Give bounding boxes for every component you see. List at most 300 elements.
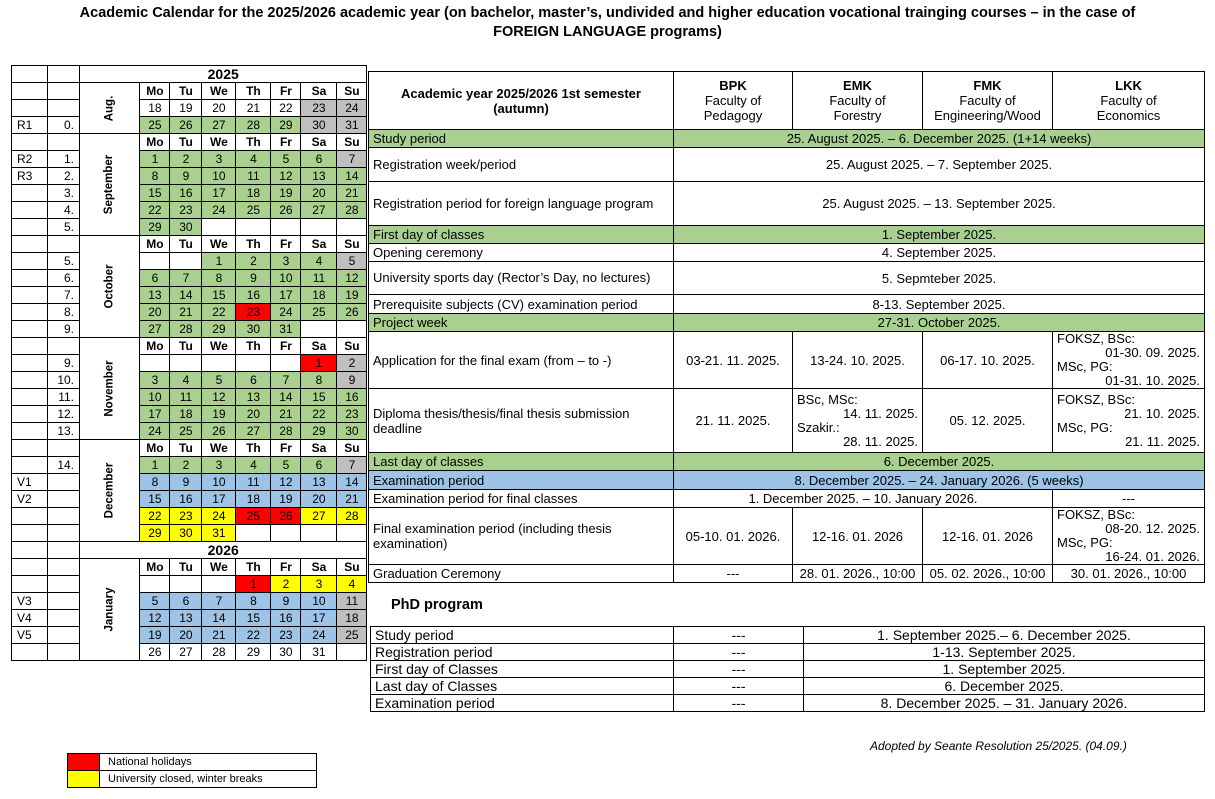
day-cell: 13 bbox=[170, 610, 202, 627]
cal-week-row bbox=[12, 253, 367, 270]
day-cell: 14 bbox=[337, 474, 367, 491]
day-head: Mo bbox=[140, 559, 170, 576]
day-head: Sa bbox=[301, 134, 337, 151]
day-cell: 29 bbox=[140, 525, 170, 542]
week-number: 11. bbox=[48, 389, 80, 406]
row-project-week bbox=[369, 314, 1205, 332]
day-head: Th bbox=[236, 83, 271, 100]
day-cell: 19 bbox=[140, 627, 170, 644]
day-cell: 18 bbox=[301, 287, 337, 304]
day-cell: 18 bbox=[170, 406, 202, 423]
day-cell: 15 bbox=[236, 610, 271, 627]
day-cell: 13 bbox=[301, 474, 337, 491]
day-cell: 2 bbox=[236, 253, 271, 270]
day-cell: 8 bbox=[236, 593, 271, 610]
day-cell: 24 bbox=[271, 304, 301, 321]
day-cell: 1 bbox=[140, 457, 170, 474]
day-cell: 21 bbox=[170, 304, 202, 321]
phd-label: Examination period bbox=[371, 695, 674, 712]
day-cell: 30 bbox=[170, 219, 202, 236]
header-row bbox=[369, 72, 1205, 130]
adopted-note: Adopted by Seante Resolution 25/2025. (04.09.) bbox=[870, 739, 1127, 753]
cal-week-row bbox=[12, 457, 367, 474]
day-cell: 25 bbox=[337, 627, 367, 644]
month-jan: January bbox=[80, 559, 140, 661]
day-cell: 22 bbox=[140, 202, 170, 219]
cal-week-row bbox=[12, 270, 367, 287]
phd-value: 1. September 2025. bbox=[804, 661, 1205, 678]
day-cell: 7 bbox=[271, 372, 301, 389]
row-value: 5. Sepmteber 2025. bbox=[674, 262, 1205, 295]
day-cell: 24 bbox=[202, 508, 236, 525]
row-thesis-deadline bbox=[369, 389, 1205, 453]
day-cell: 2 bbox=[271, 576, 301, 593]
day-cell: 13 bbox=[301, 168, 337, 185]
phd-value: 6. December 2025. bbox=[804, 678, 1205, 695]
row-label: Final examination period (including thesis examination) bbox=[369, 508, 674, 565]
phd-value: 8. December 2025. – 31. January 2026. bbox=[804, 695, 1205, 712]
day-cell: 29 bbox=[202, 321, 236, 338]
day-cell: 6 bbox=[236, 372, 271, 389]
day-cell: 27 bbox=[301, 508, 337, 525]
day-cell: 22 bbox=[140, 508, 170, 525]
day-cell: 12 bbox=[271, 474, 301, 491]
day-head: Sa bbox=[301, 236, 337, 253]
cal-week-row bbox=[12, 287, 367, 304]
day-cell: 20 bbox=[140, 304, 170, 321]
week-number: 9. bbox=[48, 321, 80, 338]
year-2026: 2026 bbox=[80, 542, 367, 559]
header-emk: EMK Faculty of Forestry bbox=[793, 72, 923, 130]
cell-fmk: 05. 02. 2026., 10:00 bbox=[923, 565, 1053, 583]
phd-label: First day of Classes bbox=[371, 661, 674, 678]
day-cell: 9 bbox=[170, 168, 202, 185]
day-cell: 18 bbox=[337, 610, 367, 627]
row-label: Last day of classes bbox=[369, 453, 674, 471]
row-value: 25. August 2025. – 13. September 2025. bbox=[674, 182, 1205, 226]
row-exam-period bbox=[369, 471, 1205, 490]
day-cell: 17 bbox=[271, 287, 301, 304]
day-head: Mo bbox=[140, 83, 170, 100]
day-cell: 5 bbox=[202, 372, 236, 389]
day-head: Mo bbox=[140, 134, 170, 151]
day-cell: 5 bbox=[337, 253, 367, 270]
day-head: Th bbox=[236, 559, 271, 576]
row-sports-day bbox=[369, 262, 1205, 295]
phd-value: 1. September 2025.– 6. December 2025. bbox=[804, 627, 1205, 644]
phd-dash: --- bbox=[674, 695, 804, 712]
day-cell: 20 bbox=[202, 100, 236, 117]
day-cell: 30 bbox=[236, 321, 271, 338]
day-cell: 28 bbox=[337, 202, 367, 219]
cal-week-row bbox=[12, 100, 367, 117]
month-oct: October bbox=[80, 236, 140, 338]
day-cell: 4 bbox=[301, 253, 337, 270]
cell-emk: 28. 01. 2026., 10:00 bbox=[793, 565, 923, 583]
cal-week-row bbox=[12, 321, 367, 338]
row-registration-fl bbox=[369, 182, 1205, 226]
day-cell: 9 bbox=[271, 593, 301, 610]
phd-label: Last day of Classes bbox=[371, 678, 674, 695]
row-registration bbox=[369, 148, 1205, 182]
day-head: Fr bbox=[271, 559, 301, 576]
day-cell: 20 bbox=[301, 491, 337, 508]
day-head: Su bbox=[337, 236, 367, 253]
day-head: Sa bbox=[301, 559, 337, 576]
day-cell: 30 bbox=[301, 117, 337, 134]
day-head: We bbox=[202, 134, 236, 151]
day-cell: 18 bbox=[236, 491, 271, 508]
day-cell: 25 bbox=[236, 508, 271, 525]
title-line-1: Academic Calendar for the 2025/2026 academic year (on bachelor, master’s, undivided and higher education vocational trainging courses – in the case of bbox=[79, 5, 1136, 21]
day-cell: 4 bbox=[170, 372, 202, 389]
day-cell: 23 bbox=[271, 627, 301, 644]
row-value: 1. September 2025. bbox=[674, 226, 1205, 244]
semester-table bbox=[368, 71, 1205, 583]
row-value: 8. December 2025. – 24. January 2026. (5 weeks) bbox=[674, 471, 1205, 490]
day-cell: 28 bbox=[271, 423, 301, 440]
day-cell: 3 bbox=[301, 576, 337, 593]
row-label: Registration period for foreign language program bbox=[369, 182, 674, 226]
row-value: 25. August 2025. – 7. September 2025. bbox=[674, 148, 1205, 182]
phd-dash: --- bbox=[674, 678, 804, 695]
day-cell: 12 bbox=[337, 270, 367, 287]
day-head: Tu bbox=[170, 236, 202, 253]
row-label: V4 bbox=[12, 610, 48, 627]
week-number: 0. bbox=[48, 117, 80, 134]
day-cell: 6 bbox=[140, 270, 170, 287]
day-cell: 19 bbox=[271, 491, 301, 508]
row-label: V2 bbox=[12, 491, 48, 508]
dayhead-jan bbox=[12, 559, 367, 576]
day-cell: 23 bbox=[301, 100, 337, 117]
day-cell: 10 bbox=[271, 270, 301, 287]
row-label: First day of classes bbox=[369, 226, 674, 244]
phd-label: Study period bbox=[371, 627, 674, 644]
day-head: We bbox=[202, 83, 236, 100]
day-cell: 10 bbox=[202, 168, 236, 185]
day-cell: 11 bbox=[236, 474, 271, 491]
day-cell: 27 bbox=[140, 321, 170, 338]
phd-title: PhD program bbox=[391, 597, 483, 613]
week-number: 13. bbox=[48, 423, 80, 440]
day-cell: 11 bbox=[236, 168, 271, 185]
day-cell: 31 bbox=[202, 525, 236, 542]
day-head: Su bbox=[337, 134, 367, 151]
day-head: Th bbox=[236, 440, 271, 457]
phd-label: Registration period bbox=[371, 644, 674, 661]
week-number: 4. bbox=[48, 202, 80, 219]
day-cell: 8 bbox=[202, 270, 236, 287]
row-study-period bbox=[369, 130, 1205, 148]
cal-week-row bbox=[12, 219, 367, 236]
day-cell: 26 bbox=[202, 423, 236, 440]
day-cell: 15 bbox=[301, 389, 337, 406]
day-cell: 5 bbox=[271, 457, 301, 474]
day-cell: 17 bbox=[301, 610, 337, 627]
day-cell: 28 bbox=[337, 508, 367, 525]
day-cell: 16 bbox=[236, 287, 271, 304]
day-cell: 11 bbox=[301, 270, 337, 287]
day-cell: 13 bbox=[140, 287, 170, 304]
row-label: R2 bbox=[12, 151, 48, 168]
day-cell: 26 bbox=[271, 508, 301, 525]
day-cell: 14 bbox=[202, 610, 236, 627]
day-cell: 21 bbox=[337, 491, 367, 508]
day-cell: 11 bbox=[337, 593, 367, 610]
day-head: Su bbox=[337, 83, 367, 100]
row-label: University sports day (Rector’s Day, no lectures) bbox=[369, 262, 674, 295]
day-head: We bbox=[202, 338, 236, 355]
row-label: V5 bbox=[12, 627, 48, 644]
row-value: 25. August 2025. – 6. December 2025. (1+14 weeks) bbox=[674, 130, 1205, 148]
day-cell: 28 bbox=[170, 321, 202, 338]
day-cell: 6 bbox=[301, 151, 337, 168]
day-cell: 5 bbox=[140, 593, 170, 610]
day-cell: 7 bbox=[170, 270, 202, 287]
day-cell: 31 bbox=[301, 644, 337, 661]
day-cell: 16 bbox=[271, 610, 301, 627]
cal-week-row bbox=[12, 423, 367, 440]
day-cell: 29 bbox=[236, 644, 271, 661]
cal-week-row bbox=[12, 355, 367, 372]
cell-bpk: 03-21. 11. 2025. bbox=[674, 332, 793, 389]
day-cell: 13 bbox=[236, 389, 271, 406]
day-cell: 15 bbox=[140, 491, 170, 508]
dayhead-aug bbox=[12, 83, 367, 100]
day-cell: 1 bbox=[236, 576, 271, 593]
day-cell: 29 bbox=[271, 117, 301, 134]
day-head: Th bbox=[236, 236, 271, 253]
day-cell: 14 bbox=[271, 389, 301, 406]
day-cell: 7 bbox=[337, 151, 367, 168]
day-cell: 19 bbox=[337, 287, 367, 304]
day-cell: 15 bbox=[202, 287, 236, 304]
cell-lkk: --- bbox=[1053, 490, 1205, 508]
cal-week-row bbox=[12, 576, 367, 593]
day-cell: 27 bbox=[301, 202, 337, 219]
year-2025: 2025 bbox=[80, 66, 367, 83]
day-cell: 27 bbox=[236, 423, 271, 440]
row-apply-final-exam bbox=[369, 332, 1205, 389]
day-cell: 8 bbox=[301, 372, 337, 389]
day-head: Su bbox=[337, 440, 367, 457]
dayhead-oct bbox=[12, 236, 367, 253]
phd-row bbox=[371, 678, 1205, 695]
day-cell: 3 bbox=[202, 457, 236, 474]
day-head: Tu bbox=[170, 338, 202, 355]
cell-fmk: 05. 12. 2025. bbox=[923, 389, 1053, 453]
day-cell: 23 bbox=[236, 304, 271, 321]
week-number: 2. bbox=[48, 168, 80, 185]
phd-row bbox=[371, 661, 1205, 678]
day-cell: 28 bbox=[236, 117, 271, 134]
day-cell: 17 bbox=[202, 491, 236, 508]
header-semester: Academic year 2025/2026 1st semester (autumn) bbox=[369, 72, 674, 130]
day-cell: 21 bbox=[337, 185, 367, 202]
phd-dash: --- bbox=[674, 627, 804, 644]
day-cell: 21 bbox=[202, 627, 236, 644]
day-cell: 6 bbox=[301, 457, 337, 474]
week-number: 10. bbox=[48, 372, 80, 389]
day-cell: 23 bbox=[337, 406, 367, 423]
day-cell: 14 bbox=[170, 287, 202, 304]
week-number: 1. bbox=[48, 151, 80, 168]
day-cell: 18 bbox=[140, 100, 170, 117]
week-number: 8. bbox=[48, 304, 80, 321]
day-cell: 22 bbox=[202, 304, 236, 321]
day-head: We bbox=[202, 236, 236, 253]
week-number: 14. bbox=[48, 457, 80, 474]
day-head: Tu bbox=[170, 440, 202, 457]
year-row-2026 bbox=[12, 542, 367, 559]
week-number: 7. bbox=[48, 287, 80, 304]
cal-week-row bbox=[12, 117, 367, 134]
day-cell: 31 bbox=[337, 117, 367, 134]
day-cell: 15 bbox=[140, 185, 170, 202]
day-cell: 3 bbox=[202, 151, 236, 168]
cell-bpk: --- bbox=[674, 565, 793, 583]
calendar-table bbox=[11, 65, 367, 661]
day-cell: 6 bbox=[170, 593, 202, 610]
cell-bpk: 05-10. 01. 2026. bbox=[674, 508, 793, 565]
day-head: Sa bbox=[301, 83, 337, 100]
row-value: 4. September 2025. bbox=[674, 244, 1205, 262]
day-cell: 17 bbox=[140, 406, 170, 423]
day-cell: 9 bbox=[337, 372, 367, 389]
day-cell: 1 bbox=[202, 253, 236, 270]
row-label: V3 bbox=[12, 593, 48, 610]
week-number: 3. bbox=[48, 185, 80, 202]
cell-lkk: FOKSZ, BSc: 08-20. 12. 2025. MSc, PG: 16-24. 01. 2026. bbox=[1053, 508, 1205, 565]
phd-dash: --- bbox=[674, 661, 804, 678]
day-cell: 27 bbox=[202, 117, 236, 134]
day-head: Th bbox=[236, 134, 271, 151]
month-aug: Aug. bbox=[80, 83, 140, 134]
day-head: Su bbox=[337, 338, 367, 355]
month-nov: November bbox=[80, 338, 140, 440]
legend-swatch-yellow bbox=[68, 771, 100, 788]
day-cell: 14 bbox=[337, 168, 367, 185]
day-cell: 22 bbox=[301, 406, 337, 423]
week-number: 5. bbox=[48, 253, 80, 270]
day-head: Fr bbox=[271, 236, 301, 253]
day-cell: 1 bbox=[140, 151, 170, 168]
month-sep: September bbox=[80, 134, 140, 236]
day-cell: 27 bbox=[170, 644, 202, 661]
phd-row bbox=[371, 627, 1205, 644]
day-cell: 19 bbox=[202, 406, 236, 423]
phd-dash: --- bbox=[674, 644, 804, 661]
legend-label: National holidays bbox=[100, 754, 317, 771]
day-cell: 25 bbox=[301, 304, 337, 321]
day-cell: 16 bbox=[170, 491, 202, 508]
day-head: Mo bbox=[140, 338, 170, 355]
day-cell: 10 bbox=[202, 474, 236, 491]
day-cell: 11 bbox=[170, 389, 202, 406]
cell-emk: 13-24. 10. 2025. bbox=[793, 332, 923, 389]
day-cell: 5 bbox=[271, 151, 301, 168]
day-cell: 20 bbox=[301, 185, 337, 202]
day-head: Sa bbox=[301, 440, 337, 457]
day-cell: 21 bbox=[271, 406, 301, 423]
row-last-day bbox=[369, 453, 1205, 471]
page-title bbox=[0, 4, 1215, 42]
legend-label: University closed, winter breaks bbox=[100, 771, 317, 788]
row-label: Examination period bbox=[369, 471, 674, 490]
day-cell: 26 bbox=[140, 644, 170, 661]
cell-bpk: 21. 11. 2025. bbox=[674, 389, 793, 453]
day-cell: 1 bbox=[301, 355, 337, 372]
legend-holidays bbox=[68, 754, 317, 771]
row-label: Application for the final exam (from – to -) bbox=[369, 332, 674, 389]
day-cell: 9 bbox=[170, 474, 202, 491]
row-label: Opening ceremony bbox=[369, 244, 674, 262]
day-cell: 26 bbox=[271, 202, 301, 219]
row-label: Graduation Ceremony bbox=[369, 565, 674, 583]
day-cell: 31 bbox=[271, 321, 301, 338]
cell-lkk: 30. 01. 2026., 10:00 bbox=[1053, 565, 1205, 583]
day-cell: 24 bbox=[140, 423, 170, 440]
day-cell: 21 bbox=[236, 100, 271, 117]
cal-week-row bbox=[12, 644, 367, 661]
day-cell: 25 bbox=[236, 202, 271, 219]
header-lkk: LKK Faculty of Economics bbox=[1053, 72, 1205, 130]
week-number: 6. bbox=[48, 270, 80, 287]
row-label: Diploma thesis/thesis/final thesis submission deadline bbox=[369, 389, 674, 453]
row-value: 27-31. October 2025. bbox=[674, 314, 1205, 332]
day-cell: 25 bbox=[140, 117, 170, 134]
row-first-day bbox=[369, 226, 1205, 244]
day-cell: 16 bbox=[337, 389, 367, 406]
cell-lkk: FOKSZ, BSc: 21. 10. 2025. MSc, PG: 21. 11. 2025. bbox=[1053, 389, 1205, 453]
cal-week-row bbox=[12, 474, 367, 491]
row-label: Study period bbox=[369, 130, 674, 148]
cell-fmk: 06-17. 10. 2025. bbox=[923, 332, 1053, 389]
day-head: Fr bbox=[271, 338, 301, 355]
row-label: Prerequisite subjects (CV) examination period bbox=[369, 295, 674, 314]
day-cell: 7 bbox=[337, 457, 367, 474]
day-cell: 4 bbox=[236, 457, 271, 474]
week-number: 9. bbox=[48, 355, 80, 372]
row-label: R3 bbox=[12, 168, 48, 185]
day-cell: 9 bbox=[236, 270, 271, 287]
day-head: Fr bbox=[271, 134, 301, 151]
day-head: Tu bbox=[170, 559, 202, 576]
day-cell: 30 bbox=[271, 644, 301, 661]
day-head: We bbox=[202, 440, 236, 457]
row-opening bbox=[369, 244, 1205, 262]
day-cell: 16 bbox=[170, 185, 202, 202]
day-cell: 4 bbox=[337, 576, 367, 593]
week-number: 12. bbox=[48, 406, 80, 423]
day-cell: 8 bbox=[140, 168, 170, 185]
row-value: 1. December 2025. – 10. January 2026. bbox=[674, 490, 1053, 508]
day-head: Th bbox=[236, 338, 271, 355]
day-cell: 2 bbox=[170, 457, 202, 474]
row-final-exam-period bbox=[369, 508, 1205, 565]
day-head: Tu bbox=[170, 83, 202, 100]
cal-week-row bbox=[12, 389, 367, 406]
day-cell: 20 bbox=[236, 406, 271, 423]
day-cell: 17 bbox=[202, 185, 236, 202]
cell-emk: BSc, MSc: 14. 11. 2025. Szakir.: 28. 11. 2025. bbox=[793, 389, 923, 453]
day-head: Mo bbox=[140, 236, 170, 253]
row-graduation bbox=[369, 565, 1205, 583]
dayhead-dec bbox=[12, 440, 367, 457]
day-cell: 4 bbox=[236, 151, 271, 168]
year-row-2025 bbox=[12, 66, 367, 83]
